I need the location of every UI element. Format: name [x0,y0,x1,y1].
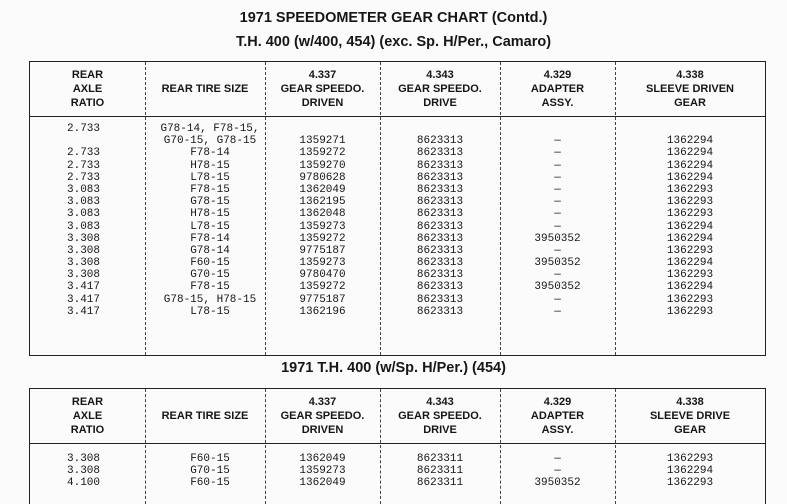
table-cell: F60-15 [190,477,230,490]
header-rear-axle-ratio: REAR AXLE RATIO [70,69,105,109]
table-cell: — [554,159,561,172]
table-cell: 1362294 [666,220,714,233]
table-cell: G70-15 [190,269,230,282]
table-cell: 1359271 [299,135,346,148]
table-row [30,208,765,220]
table-cell: 1359273 [299,257,346,270]
table-cell: H78-15 [190,208,230,221]
table-cell: 1362049 [299,183,346,196]
table-cell: 1362294 [666,465,714,478]
table-cell: F78-14 [190,147,230,160]
table-cell: 1362294 [666,147,714,160]
table-cell: 8623313 [416,196,464,209]
table-cell: 1362293 [666,183,714,196]
table-cell: 3.308 [67,269,101,282]
table-cell: 3.083 [67,183,101,196]
table-row [30,184,765,196]
table-cell: 8623311 [416,453,464,465]
table-cell: — [554,171,561,184]
table-cell: 3950352 [534,477,581,490]
table-cell: — [554,135,561,148]
table-cell: 2.733 [67,171,101,184]
table-cell: 1362293 [666,477,714,490]
header-sleeve-drive-gear: 4.338 SLEEVE DRIVE GEAR [649,396,731,436]
table-row [30,294,765,306]
table-cell: 8623311 [416,477,464,490]
gear-table-1 [29,61,766,356]
table-cell: 3.308 [67,453,101,465]
table-row [30,257,765,269]
header-sleeve-driven-gear: 4.338 SLEEVE DRIVEN GEAR [645,69,735,109]
table-cell: H78-15 [190,159,230,172]
table-cell: 1362049 [299,453,346,465]
table-cell: 8623313 [416,183,464,196]
table-cell: 4.100 [67,477,101,490]
table-cell: 1362048 [299,208,346,221]
table-cell: 3950352 [534,257,581,270]
header-gear-speedo-drive: 4.343 GEAR SPEEDO. DRIVE [398,69,482,109]
table-cell: L78-15 [190,171,230,184]
table-row [30,269,765,281]
table-row [30,160,765,172]
chart-subtitle: T.H. 400 (w/400, 454) (exc. Sp. H/Per., Camaro) [235,34,552,50]
table-cell: 2.733 [67,123,101,135]
table-cell: 3.083 [67,196,101,209]
table-cell: 1362293 [666,269,714,282]
header-gear-speedo-driven: 4.337 GEAR SPEEDO. DRIVEN [280,69,365,109]
table-cell: G78-14 [190,244,230,257]
gear-table-2 [29,388,766,504]
table-cell: 1362294 [666,171,714,184]
table-row [30,135,765,147]
table-cell: — [554,208,561,221]
table-cell: 1359273 [299,220,346,233]
table-cell: 9780470 [299,269,346,282]
table-row [30,172,765,184]
table-cell: 1362294 [666,232,714,245]
table-cell: 3.083 [67,208,101,221]
table-cell: 8623313 [416,281,464,294]
table-cell: 8623313 [416,171,464,184]
table-cell: 1362294 [666,135,714,148]
header-adapter-assy: 4.329 ADAPTER ASSY. [530,396,585,436]
table-cell: 8623313 [416,220,464,233]
table-cell: G78-14, F78-15, [160,123,260,135]
table-cell: 1362294 [666,281,714,294]
table-cell: 8623313 [416,293,464,306]
table-row [30,306,765,318]
table-cell: 8623313 [416,147,464,160]
table-body-2 [30,453,765,490]
table-cell: L78-15 [190,220,230,233]
table-row [30,196,765,208]
table-cell: — [554,465,561,478]
table-cell: 8623313 [416,257,464,270]
table-cell: 1362196 [299,305,346,318]
table-cell: 1362293 [666,196,714,209]
table-cell: — [554,147,561,160]
table-cell: 1359270 [299,159,346,172]
table-cell: — [554,305,561,318]
table-row [30,453,765,465]
table-cell: 1362294 [666,159,714,172]
table-cell: 1359273 [299,465,346,478]
table-cell: 1362293 [666,208,714,221]
table-row [30,465,765,477]
header-rear-tire-size: REAR TIRE SIZE [161,83,249,95]
table-cell: 9775187 [299,244,346,257]
table-cell: 8623313 [416,135,464,148]
table-cell: 3.417 [67,293,101,306]
table-row [30,147,765,159]
table-body-1 [30,123,765,318]
table-cell: — [554,453,561,465]
table-cell: 1362293 [666,293,714,306]
table-cell: — [554,244,561,257]
table-cell: 1362294 [666,257,714,270]
table-cell: 3.308 [67,232,101,245]
table-cell: 9780628 [299,171,346,184]
header-rear-tire-size: REAR TIRE SIZE [161,410,249,422]
table-cell: 3.417 [67,305,101,318]
table-row [30,221,765,233]
table-cell: 8623313 [416,244,464,257]
table-cell: 3.083 [67,220,101,233]
header-gear-speedo-driven: 4.337 GEAR SPEEDO. DRIVEN [280,396,365,436]
table-cell: 3950352 [534,232,581,245]
header-adapter-assy: 4.329 ADAPTER ASSY. [530,69,585,109]
table-cell: — [554,183,561,196]
table-cell: 1362293 [666,244,714,257]
table-cell: 3.308 [67,257,101,270]
table-cell: 1359272 [299,281,346,294]
table-row [30,123,765,135]
table-cell: G78-15, H78-15 [163,293,257,306]
table-cell: F60-15 [190,257,230,270]
table-cell: 3950352 [534,281,581,294]
table-cell: 8623313 [416,208,464,221]
table-cell: 1362049 [299,477,346,490]
table-row [30,245,765,257]
table-cell: 3.417 [67,281,101,294]
table-cell: — [554,196,561,209]
table-cell: 1362195 [299,196,346,209]
chart-title-2: 1971 T.H. 400 (w/Sp. H/Per.) (454) [281,360,506,376]
table-row [30,477,765,489]
chart-title: 1971 SPEEDOMETER GEAR CHART (Contd.) [239,10,548,26]
table-cell: 8623313 [416,159,464,172]
table-cell: — [554,269,561,282]
table-cell: 8623313 [416,269,464,282]
table-cell: 3.308 [67,244,101,257]
header-rear-axle-ratio: REAR AXLE RATIO [70,396,105,436]
header-divider [30,443,765,444]
table-cell: 8623311 [416,465,464,478]
table-cell: — [554,220,561,233]
table-cell: L78-15 [190,305,230,318]
table-cell: 8623313 [416,232,464,245]
table-cell: F78-15 [190,281,230,294]
table-cell: G70-15 [190,465,230,478]
table-cell: 1362293 [666,305,714,318]
table-cell: F78-14 [190,232,230,245]
table-cell: 2.733 [67,159,101,172]
table-cell: 9775187 [299,293,346,306]
table-row [30,233,765,245]
table-cell: 2.733 [67,147,101,160]
header-divider [30,116,765,117]
table-cell: F60-15 [190,453,230,465]
table-cell: 1362293 [666,453,714,465]
table-cell: 3.308 [67,465,101,478]
table-cell: 1359272 [299,147,346,160]
header-gear-speedo-drive: 4.343 GEAR SPEEDO. DRIVE [398,396,482,436]
table-cell: 8623313 [416,305,464,318]
table-cell: G78-15 [190,196,230,209]
table-cell: F78-15 [190,183,230,196]
table-cell: 1359272 [299,232,346,245]
table-cell: — [554,293,561,306]
table-cell: G70-15, G78-15 [163,135,257,148]
table-row [30,281,765,293]
